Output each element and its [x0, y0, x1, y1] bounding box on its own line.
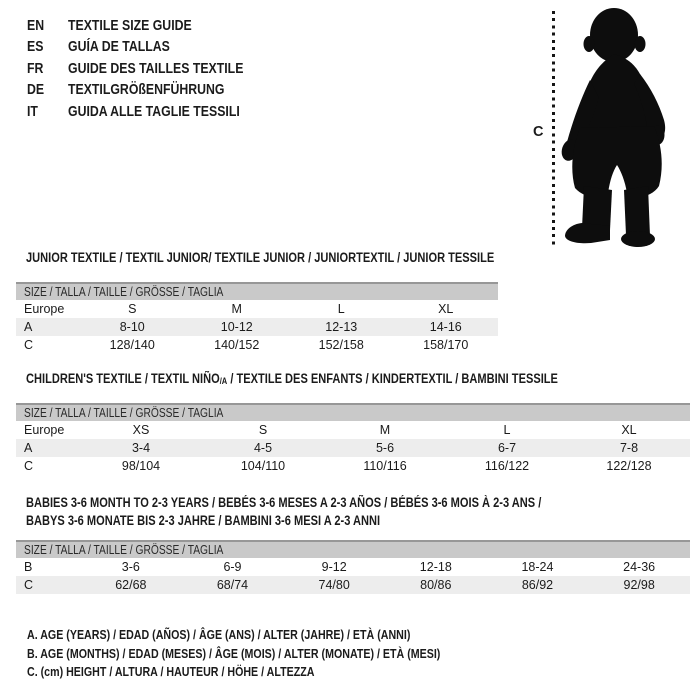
size-value: 14-16 [394, 318, 499, 336]
size-value: 110/116 [363, 459, 407, 473]
row-label: Europe [24, 423, 65, 437]
size-row-c [16, 336, 498, 354]
language-row [27, 79, 243, 100]
section-title [26, 494, 690, 530]
size-header-label: SIZE / TALLA / TAILLE / GRÖSSE / TAGLIA [24, 285, 224, 299]
toddler-silhouette-icon [557, 4, 673, 250]
size-value: M [379, 423, 391, 437]
size-row-a [16, 439, 690, 457]
size-value: XL [438, 302, 454, 316]
language-row [27, 36, 243, 57]
size-value: 152/158 [318, 338, 364, 352]
language-code: EN [27, 17, 45, 34]
language-title: TEXTILGRÖßENFÜHRUNG [68, 81, 225, 99]
size-table [16, 540, 690, 594]
size-value: 10-12 [185, 318, 290, 336]
size-value: 86/92 [487, 576, 589, 594]
size-value: 12-18 [419, 560, 452, 574]
row-label: B [24, 560, 33, 574]
size-value: XS [132, 423, 150, 437]
size-value: 12-13 [289, 318, 394, 336]
row-label: C [24, 338, 34, 352]
footnote-legend [27, 626, 531, 682]
size-section-babies-textile [16, 494, 690, 594]
section-title-text: CHILDREN'S TEXTILE / TEXTIL NIÑO [26, 371, 220, 386]
size-row-b [16, 558, 690, 576]
language-row [27, 58, 243, 79]
section-title-line [26, 512, 570, 530]
size-table [16, 403, 690, 475]
size-value: 92/98 [588, 576, 690, 594]
language-code: FR [27, 59, 44, 77]
size-value: S [128, 302, 137, 316]
language-title: TEXTILE SIZE GUIDE [68, 17, 192, 34]
size-value: S [258, 423, 268, 437]
section-title-text: /A [219, 376, 228, 386]
section-title-line [26, 370, 570, 389]
language-code: IT [27, 102, 38, 120]
size-value: 128/140 [109, 338, 155, 352]
height-measure-dotted-line [552, 11, 555, 245]
size-value: 62/68 [80, 576, 182, 594]
size-value: 9-12 [321, 560, 347, 574]
size-value: 6-9 [223, 560, 242, 574]
size-row-c [16, 576, 690, 594]
size-value: 158/170 [423, 338, 469, 352]
size-value: 3-6 [121, 560, 140, 574]
language-code: ES [27, 38, 44, 56]
size-header-bar [16, 541, 690, 558]
size-value: XL [621, 423, 637, 437]
size-row-a [16, 318, 498, 336]
section-title [26, 370, 690, 389]
language-row [27, 101, 243, 122]
size-header-bar [16, 404, 690, 421]
size-value: 68/74 [182, 576, 284, 594]
section-title-text: BABIES 3-6 MONTH TO 2-3 YEARS / BEBÉS 3-6 MESES A 2-3 AÑOS / BÉBÉS 3-6 MOIS À 2-3 ANS / [26, 495, 542, 510]
size-value: 18-24 [521, 560, 554, 574]
size-value: 7-8 [568, 439, 690, 457]
language-title: GUIDA ALLE TAGLIE TESSILI [68, 102, 240, 120]
footnote-line: C. (cm) HEIGHT / ALTURA / HAUTEUR / HÖHE / ALTEZZA [27, 664, 315, 680]
size-value: 74/80 [283, 576, 385, 594]
footnote-line: B. AGE (MONTHS) / EDAD (MESES) / ÂGE (MOIS) / ALTER (MONATE) / ETÀ (MESI) [27, 645, 441, 661]
size-row-c [16, 457, 690, 475]
language-row [27, 15, 243, 36]
size-value: 116/122 [484, 459, 530, 473]
language-title: GUIDE DES TAILLES TEXTILE [68, 59, 244, 77]
figure-height-label: C [533, 124, 544, 140]
size-value: 3-4 [80, 439, 202, 457]
size-value: 4-5 [202, 439, 324, 457]
size-header-bar [16, 283, 498, 300]
size-value: L [337, 302, 345, 316]
size-value: 6-7 [446, 439, 568, 457]
size-value: 24-36 [623, 560, 656, 574]
size-value: 140/152 [214, 338, 260, 352]
row-label: Europe [24, 302, 65, 316]
size-value: 80/86 [385, 576, 487, 594]
size-table [16, 282, 498, 354]
section-title-text: / TEXTILE DES ENFANTS / KINDERTEXTIL / BAMBINI TESSILE [227, 371, 558, 386]
size-section-childrens-textile [16, 370, 690, 475]
footnote-line: A. AGE (YEARS) / EDAD (AÑOS) / ÂGE (ANS) / ALTER (JAHRE) / ETÀ (ANNI) [27, 627, 411, 642]
row-label: C [16, 576, 80, 594]
size-header-label: SIZE / TALLA / TAILLE / GRÖSSE / TAGLIA [24, 543, 224, 557]
row-label: A [16, 318, 80, 336]
row-label: C [24, 459, 34, 473]
size-value: 104/110 [240, 459, 286, 473]
size-value: 122/128 [606, 459, 652, 473]
size-row-europe [16, 421, 690, 439]
section-title-text: JUNIOR TEXTILE / TEXTIL JUNIOR/ TEXTILE JUNIOR / JUNIORTEXTIL / JUNIOR TESSILE [26, 250, 495, 265]
size-value: M [231, 302, 242, 316]
size-header-label: SIZE / TALLA / TAILLE / GRÖSSE / TAGLIA [24, 406, 224, 420]
size-value: 98/104 [121, 459, 161, 473]
section-title-text: BABYS 3-6 MONATE BIS 2-3 JAHRE / BAMBINI 3-6 MESI A 2-3 ANNI [26, 513, 381, 528]
language-title: GUÍA DE TALLAS [68, 38, 170, 56]
section-title [26, 249, 597, 267]
size-value: 5-6 [324, 439, 446, 457]
language-code: DE [27, 81, 45, 99]
size-value: L [503, 423, 511, 437]
language-list [27, 15, 291, 122]
size-section-junior-textile [16, 249, 597, 354]
section-title-line [26, 249, 494, 267]
row-label: A [16, 439, 80, 457]
size-value: 8-10 [80, 318, 185, 336]
size-row-europe [16, 300, 498, 318]
section-title-line [26, 494, 570, 512]
